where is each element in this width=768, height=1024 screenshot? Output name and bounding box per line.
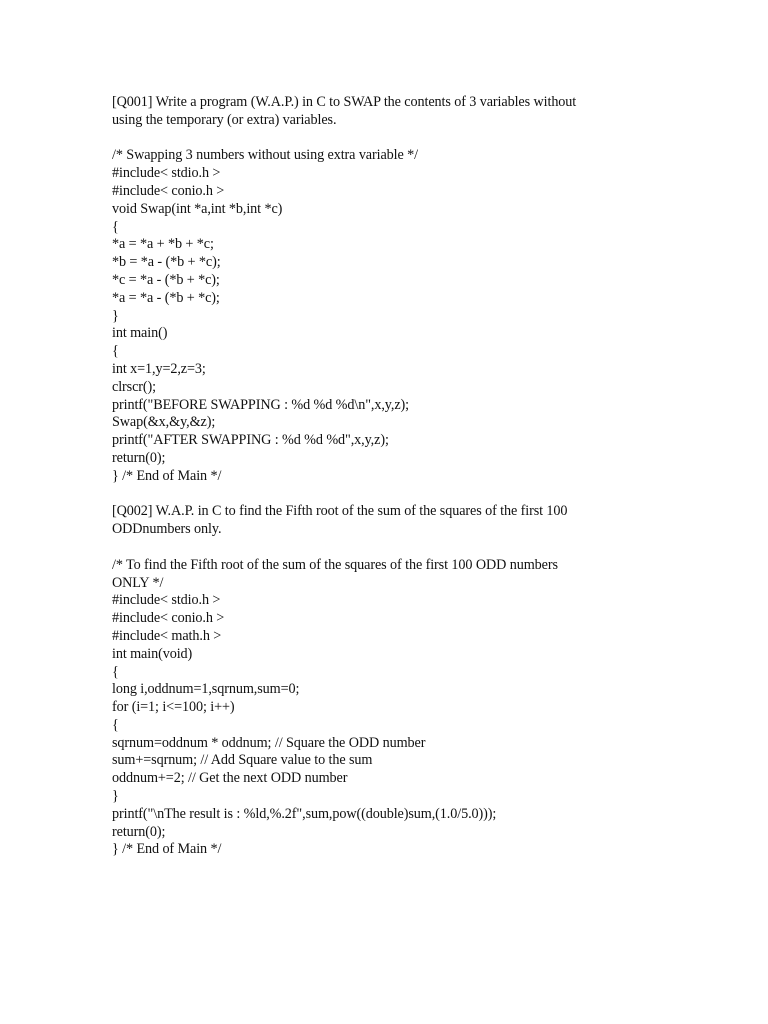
code-line: {	[112, 663, 119, 680]
question-q002	[112, 503, 642, 859]
spacer	[112, 539, 642, 557]
code-line: ONLY */	[112, 574, 164, 591]
code-line: *a = *a + *b + *c;	[112, 236, 214, 253]
code-line: }	[112, 788, 119, 805]
code-line: printf("\nThe result is : %ld,%.2f",sum,pow((double)sum,(1.0/5.0)));	[112, 805, 497, 822]
code-block	[112, 557, 642, 860]
code-line: *a = *a - (*b + *c);	[112, 289, 220, 306]
code-line: }	[112, 307, 119, 324]
code-line: printf("AFTER SWAPPING : %d %d %d",x,y,z);	[112, 432, 389, 449]
code-line: sum+=sqrnum; // Add Square value to the sum	[112, 752, 373, 769]
question-title	[112, 503, 642, 539]
code-line: int main()	[112, 325, 168, 342]
code-line: clrscr();	[112, 378, 156, 395]
code-line: /* To find the Fifth root of the sum of the squares of the first 100 ODD numbers	[112, 556, 558, 573]
code-line: oddnum+=2; // Get the next ODD number	[112, 770, 348, 787]
code-line: return(0);	[112, 449, 166, 466]
code-line: *c = *a - (*b + *c);	[112, 271, 220, 288]
question-q001	[112, 94, 642, 486]
code-line: } /* End of Main */	[112, 841, 222, 858]
code-line: {	[112, 716, 119, 733]
code-line: int main(void)	[112, 645, 193, 662]
code-line: printf("BEFORE SWAPPING : %d %d %d\n",x,y,z);	[112, 396, 409, 413]
title-line: [Q001] Write a program (W.A.P.) in C to SWAP the contents of 3 variables without	[112, 94, 577, 110]
document-page	[112, 94, 642, 859]
spacer	[112, 486, 642, 504]
title-line: [Q002] W.A.P. in C to find the Fifth root of the sum of the squares of the first 100	[112, 503, 568, 520]
code-line: #include< conio.h >	[112, 610, 225, 627]
question-title	[112, 94, 642, 130]
title-line: ODDnumbers only.	[112, 521, 222, 538]
code-line: for (i=1; i<=100; i++)	[112, 699, 235, 716]
code-line: int x=1,y=2,z=3;	[112, 360, 206, 377]
code-line: {	[112, 343, 119, 360]
code-line: } /* End of Main */	[112, 467, 222, 484]
code-line: long i,oddnum=1,sqrnum,sum=0;	[112, 681, 300, 698]
code-line: {	[112, 218, 119, 235]
code-line: *b = *a - (*b + *c);	[112, 254, 221, 271]
code-line: #include< conio.h >	[112, 182, 225, 199]
code-line: #include< stdio.h >	[112, 592, 221, 609]
spacer	[112, 130, 642, 148]
code-block	[112, 147, 642, 485]
code-line: return(0);	[112, 823, 166, 840]
code-line: sqrnum=oddnum * oddnum; // Square the ODD number	[112, 734, 426, 751]
title-line: using the temporary (or extra) variables.	[112, 111, 337, 128]
code-line: #include< stdio.h >	[112, 165, 221, 182]
code-line: Swap(&x,&y,&z);	[112, 414, 216, 431]
code-line: void Swap(int *a,int *b,int *c)	[112, 200, 283, 217]
code-line: #include< math.h >	[112, 627, 222, 644]
code-line: /* Swapping 3 numbers without using extra variable */	[112, 147, 418, 164]
